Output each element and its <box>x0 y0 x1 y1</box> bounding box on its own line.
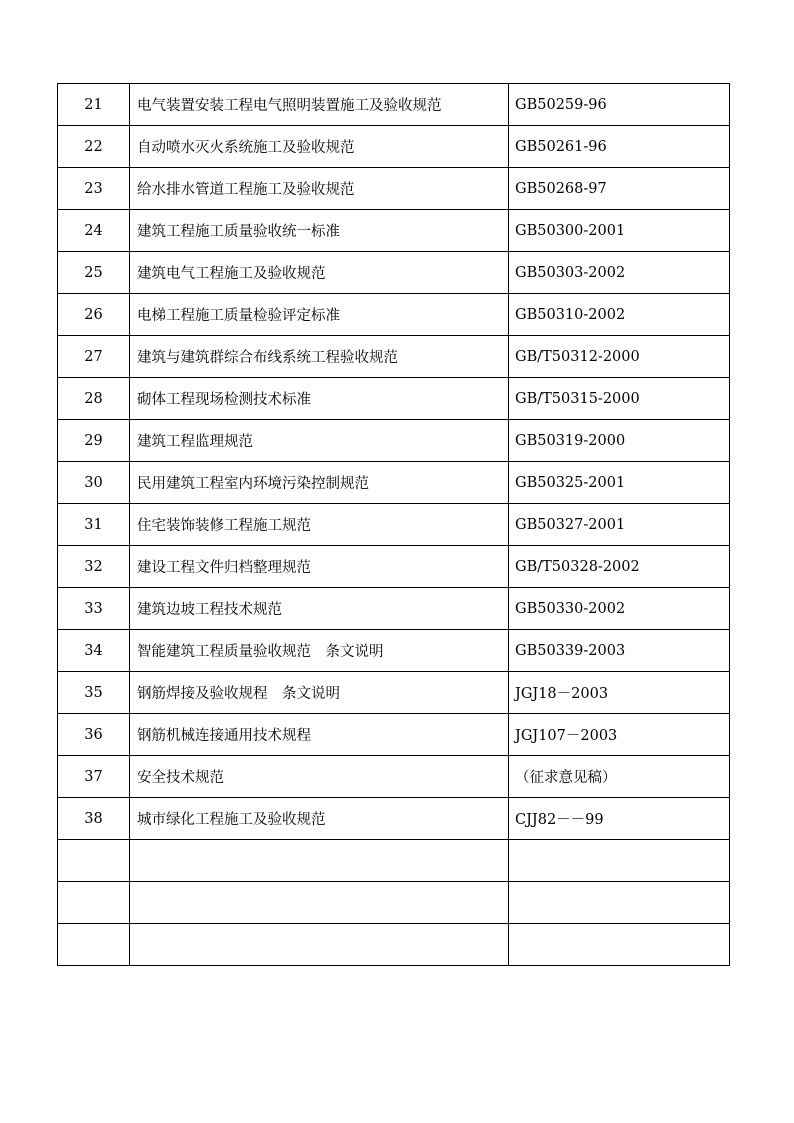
row-number-cell: 37 <box>58 756 130 798</box>
standard-title-cell <box>130 840 509 882</box>
standard-title-cell: 建设工程文件归档整理规范 <box>130 546 509 588</box>
row-number-cell: 33 <box>58 588 130 630</box>
table-row <box>58 546 730 588</box>
table-row <box>58 882 730 924</box>
row-number-cell <box>58 840 130 882</box>
standard-code-cell: GB/T50315-2000 <box>509 378 730 420</box>
standard-title-cell: 钢筋机械连接通用技术规程 <box>130 714 509 756</box>
table-row <box>58 168 730 210</box>
standard-code-cell: GB/T50328-2002 <box>509 546 730 588</box>
standard-title-cell: 智能建筑工程质量验收规范 条文说明 <box>130 630 509 672</box>
row-number-cell: 26 <box>58 294 130 336</box>
standard-title-cell: 住宅装饰装修工程施工规范 <box>130 504 509 546</box>
standard-title-cell: 砌体工程现场检测技术标准 <box>130 378 509 420</box>
table-row <box>58 336 730 378</box>
table-row <box>58 462 730 504</box>
row-number-cell <box>58 924 130 966</box>
row-number-cell: 24 <box>58 210 130 252</box>
standard-code-cell: GB50330-2002 <box>509 588 730 630</box>
table-row <box>58 294 730 336</box>
standard-title-cell: 建筑与建筑群综合布线系统工程验收规范 <box>130 336 509 378</box>
standard-code-cell: GB50325-2001 <box>509 462 730 504</box>
table-row <box>58 798 730 840</box>
standard-code-cell: CJJ82－－99 <box>509 798 730 840</box>
standard-title-cell <box>130 882 509 924</box>
standards-table-body <box>58 84 730 966</box>
table-row <box>58 588 730 630</box>
row-number-cell: 34 <box>58 630 130 672</box>
standard-title-cell: 电气装置安装工程电气照明装置施工及验收规范 <box>130 84 509 126</box>
standard-title-cell: 建筑工程施工质量验收统一标准 <box>130 210 509 252</box>
standard-title-cell: 安全技术规范 <box>130 756 509 798</box>
standard-code-cell: GB50259-96 <box>509 84 730 126</box>
standard-code-cell: （征求意见稿） <box>509 756 730 798</box>
row-number-cell: 29 <box>58 420 130 462</box>
standard-code-cell: GB50310-2002 <box>509 294 730 336</box>
standard-code-cell <box>509 924 730 966</box>
standard-code-cell: GB50303-2002 <box>509 252 730 294</box>
standards-table <box>57 83 730 966</box>
standard-title-cell: 建筑工程监理规范 <box>130 420 509 462</box>
row-number-cell: 35 <box>58 672 130 714</box>
row-number-cell: 38 <box>58 798 130 840</box>
row-number-cell: 22 <box>58 126 130 168</box>
row-number-cell: 25 <box>58 252 130 294</box>
standard-code-cell: JGJ107－2003 <box>509 714 730 756</box>
standard-title-cell: 城市绿化工程施工及验收规范 <box>130 798 509 840</box>
row-number-cell: 36 <box>58 714 130 756</box>
row-number-cell: 21 <box>58 84 130 126</box>
row-number-cell: 23 <box>58 168 130 210</box>
table-row <box>58 504 730 546</box>
row-number-cell: 28 <box>58 378 130 420</box>
standard-title-cell: 钢筋焊接及验收规程 条文说明 <box>130 672 509 714</box>
table-row <box>58 378 730 420</box>
table-row <box>58 84 730 126</box>
table-row <box>58 126 730 168</box>
standard-code-cell: GB50339-2003 <box>509 630 730 672</box>
standard-title-cell: 电梯工程施工质量检验评定标准 <box>130 294 509 336</box>
table-row <box>58 420 730 462</box>
standard-title-cell: 民用建筑工程室内环境污染控制规范 <box>130 462 509 504</box>
table-row <box>58 252 730 294</box>
standard-title-cell <box>130 924 509 966</box>
row-number-cell: 30 <box>58 462 130 504</box>
standard-title-cell: 建筑边坡工程技术规范 <box>130 588 509 630</box>
table-row <box>58 924 730 966</box>
row-number-cell: 31 <box>58 504 130 546</box>
table-row <box>58 672 730 714</box>
table-row <box>58 756 730 798</box>
table-row <box>58 630 730 672</box>
table-row <box>58 210 730 252</box>
standard-title-cell: 建筑电气工程施工及验收规范 <box>130 252 509 294</box>
standard-code-cell: GB50319-2000 <box>509 420 730 462</box>
standard-code-cell: JGJ18－2003 <box>509 672 730 714</box>
standard-code-cell: GB/T50312-2000 <box>509 336 730 378</box>
standard-code-cell: GB50268-97 <box>509 168 730 210</box>
standard-code-cell <box>509 840 730 882</box>
row-number-cell: 27 <box>58 336 130 378</box>
standard-code-cell: GB50261-96 <box>509 126 730 168</box>
standard-title-cell: 给水排水管道工程施工及验收规范 <box>130 168 509 210</box>
standard-code-cell: GB50327-2001 <box>509 504 730 546</box>
row-number-cell: 32 <box>58 546 130 588</box>
standard-code-cell <box>509 882 730 924</box>
standard-code-cell: GB50300-2001 <box>509 210 730 252</box>
table-row <box>58 714 730 756</box>
standard-title-cell: 自动喷水灭火系统施工及验收规范 <box>130 126 509 168</box>
table-row <box>58 840 730 882</box>
row-number-cell <box>58 882 130 924</box>
